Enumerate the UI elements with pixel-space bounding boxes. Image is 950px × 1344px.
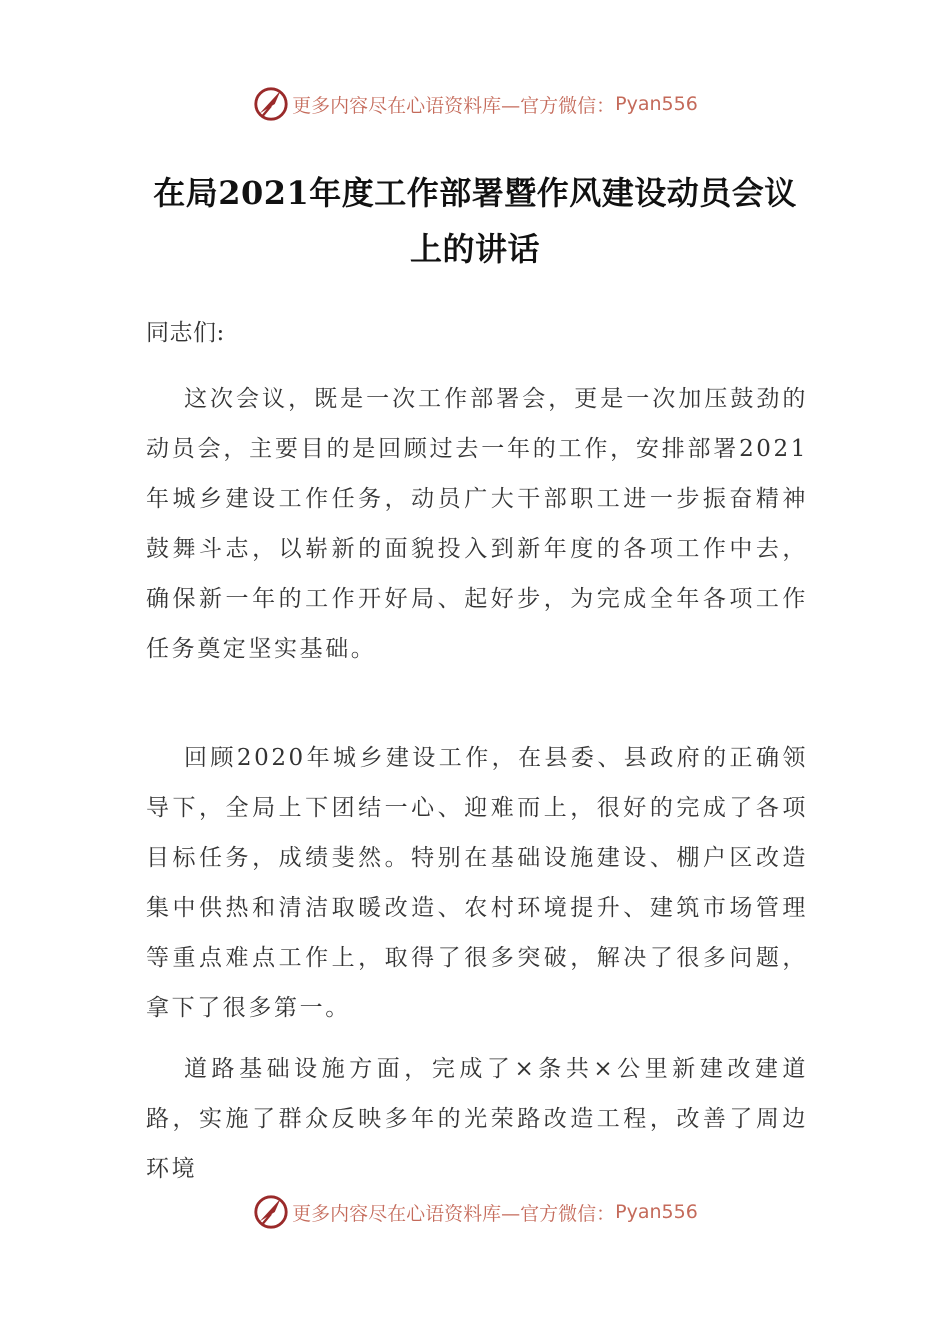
watermark-wechat-id: Pyan556 (615, 93, 698, 115)
paragraph-3: 道路基础设施方面，完成了×条共×公里新建改建道路，实施了群众反映多年的光荣路改造工程，改善了周边环境 (146, 1056, 808, 1182)
quill-logo-icon (252, 1193, 290, 1231)
watermark-wechat-id: Pyan556 (615, 1201, 698, 1223)
watermark-banner-top (0, 82, 950, 126)
greeting: 同志们: (146, 320, 225, 346)
quill-logo-icon (252, 85, 290, 123)
watermark-text: 更多内容尽在心语资料库—官方微信： (292, 1202, 616, 1225)
watermark-text: 更多内容尽在心语资料库—官方微信： (292, 94, 616, 117)
paragraph-1: 这次会议，既是一次工作部署会，更是一次加压鼓劲的动员会，主要目的是回顾过去一年的工作，安排部署2021年城乡建设工作任务，动员广大干部职工进一步振奋精神鼓舞斗志，以崭新的面貌投入到新年度的各项工作中去，确保新一年的工作开好局、起好步，为完成全年各项工作任务奠定坚实基础。 (146, 386, 808, 662)
watermark-banner-bottom (0, 1190, 950, 1234)
paragraph-2: 回顾2020年城乡建设工作，在县委、县政府的正确领导下，全局上下团结一心、迎难而上，很好的完成了各项目标任务，成绩斐然。特别在基础设施建设、棚户区改造集中供热和清洁取暖改造、农村环境提升、建筑市场管理等重点难点工作上，取得了很多突破，解决了很多问题，拿下了很多第一。 (146, 745, 808, 1021)
document-title: 在局2021年度工作部署暨作风建设动员会议上的讲话 (153, 174, 797, 268)
